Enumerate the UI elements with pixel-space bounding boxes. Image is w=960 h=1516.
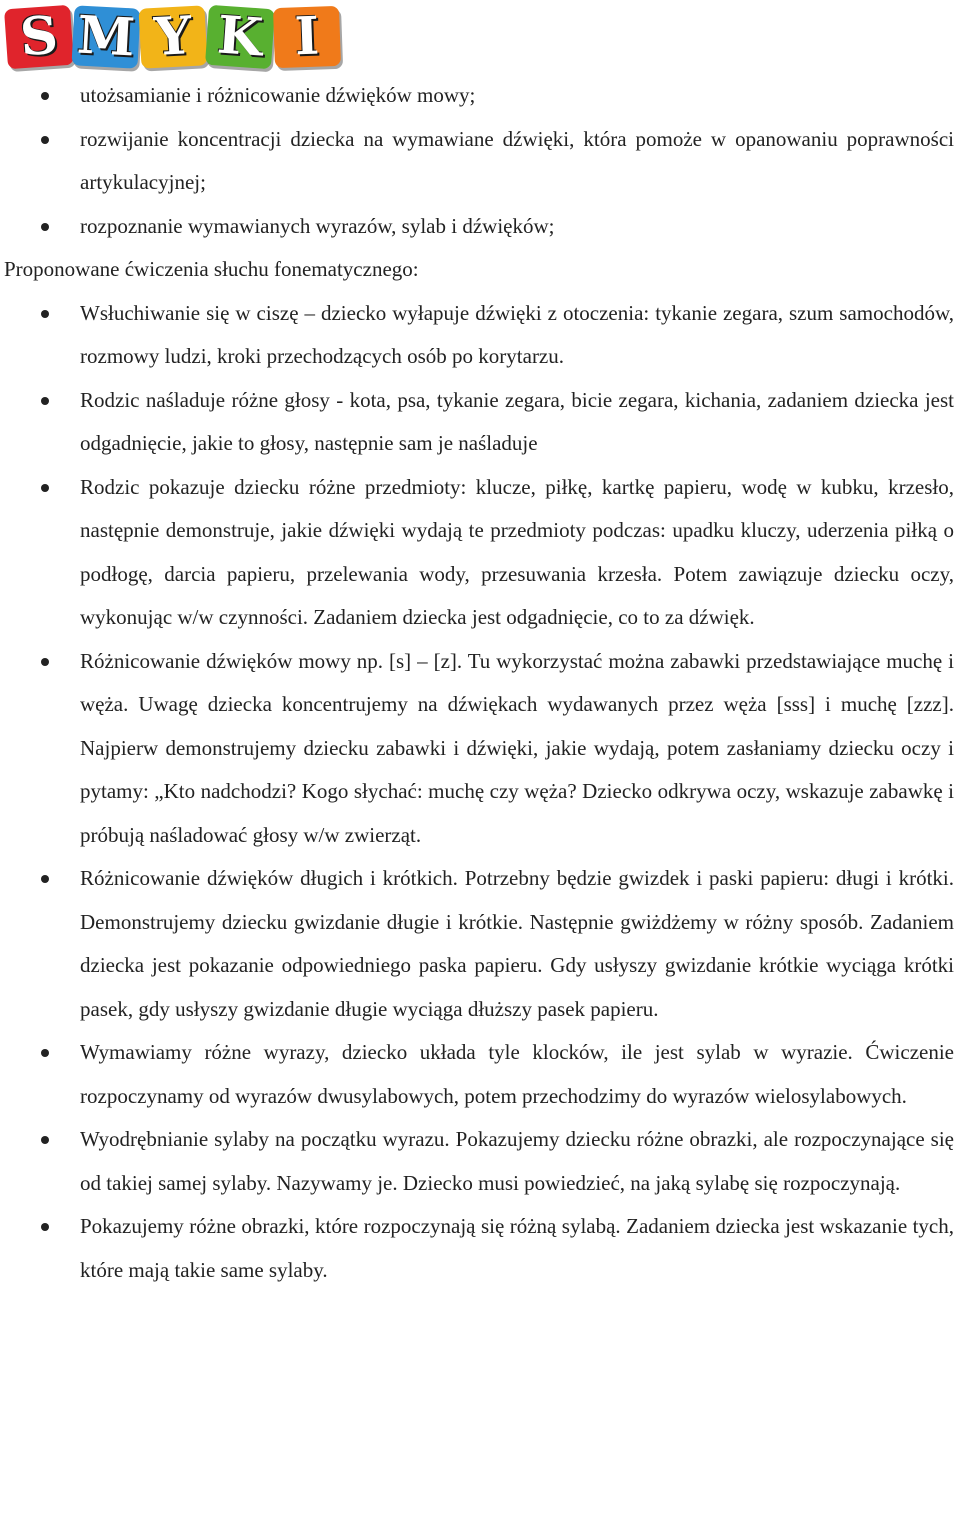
- list-item: [0, 1031, 958, 1118]
- list-item-text: utożsamianie i różnicowanie dźwięków mowy;: [80, 83, 476, 107]
- logo-letter: S: [4, 5, 74, 69]
- list-item: [0, 640, 958, 858]
- list-item: [0, 1118, 958, 1205]
- bullet-icon: [41, 658, 49, 666]
- bullet-icon: [41, 223, 49, 231]
- list-item-text: Pokazujemy różne obrazki, które rozpoczynają się różną sylabą. Zadaniem dziecka jest wskazanie tych, które mają takie same sylaby.: [80, 1214, 954, 1282]
- section-heading: Proponowane ćwiczenia słuchu fonematycznego:: [4, 257, 419, 281]
- exercises-list: [0, 292, 958, 1293]
- list-item: [0, 857, 958, 1031]
- bullet-icon: [41, 136, 49, 144]
- list-item-text: Rodzic pokazuje dziecku różne przedmioty: klucze, piłkę, kartkę papieru, wodę w kubku, krzesło, następnie demonstruje, jakie dźwięki wydają te przedmioty podczas: upadku kluczy, uderzenia piłką o podłogę, darcia papieru, przelewania wody, przesuwania krzesła. Potem zawiązuje dziecku oczy, wykonując w/w czynności. Zadaniem dziecka jest odgadnięcie, co to za dźwięk.: [80, 474, 954, 629]
- list-item: [0, 1205, 958, 1292]
- list-item-text: Wyodrębnianie sylaby na początku wyrazu. Pokazujemy dziecku różne obrazki, ale rozpoczynające się od takiej samej sylaby. Nazywamy je. Dziecko musi powiedzieć, na jaką sylabę się rozpoczynają.: [80, 1127, 954, 1195]
- list-item: [0, 379, 958, 466]
- list-item-text: Różnicowanie dźwięków długich i krótkich. Potrzebny będzie gwizdek i paski papieru: długi i krótki. Demonstrujemy dziecku gwizdanie długie i krótkie. Następnie gwiżdżemy w różny sposób. Zadaniem dziecka jest pokazanie odpowiedniego paska papieru. Gdy usłyszy gwizdanie krótkie wyciąga krótki pasek, gdy usłyszy gwizdanie długie wyciąga dłuższy pasek papieru.: [80, 866, 954, 1021]
- list-item-text: Wsłuchiwanie się w ciszę – dziecko wyłapuje dźwięki z otoczenia: tykanie zegara, szum samochodów, rozmowy ludzi, kroki przechodzących osób po korytarzu.: [80, 300, 954, 368]
- list-item-text: Różnicowanie dźwięków mowy np. [s] – [z]. Tu wykorzystać można zabawki przedstawiające muchę i węża. Uwagę dziecka koncentrujemy na dźwiękach wydawanych przez węża [sss] i muchę [zzz]. Najpierw demonstrujemy dziecku zabawki i dźwięki, jakie wydają, potem zasłaniamy dziecku oczy i pytamy: „Kto nadchodzi? Kogo słychać: muchę czy węża? Dziecko odkrywa oczy, wskazuje zabawkę i próbują naśladować głosy w/w zwierząt.: [80, 648, 954, 847]
- bullet-icon: [41, 92, 49, 100]
- list-item: [0, 205, 958, 249]
- bullet-icon: [41, 397, 49, 405]
- list-item-text: Rodzic naśladuje różne głosy - kota, psa, tykanie zegara, bicie zegara, kichania, zadaniem dziecka jest odgadnięcie, jakie to głosy, następnie sam je naśladuje: [80, 387, 954, 455]
- list-item-text: Wymawiamy różne wyrazy, dziecko układa tyle klocków, ile jest sylab w wyrazie. Ćwiczenie rozpoczynamy od wyrazów dwusylabowych, potem przechodzimy do wyrazów wielosylabowych.: [80, 1040, 954, 1108]
- logo-letter: K: [205, 5, 275, 69]
- logo-letter: I: [273, 6, 341, 68]
- bullet-icon: [41, 1136, 49, 1144]
- list-item-text: rozpoznanie wymawianych wyrazów, sylab i dźwięków;: [80, 213, 555, 238]
- list-item: [0, 466, 958, 640]
- list-item: [0, 74, 958, 118]
- bullet-icon: [41, 1049, 49, 1057]
- document-body: [0, 72, 958, 1292]
- logo-letter: Y: [138, 5, 207, 68]
- logo-letter: M: [71, 5, 140, 68]
- bullet-icon: [41, 484, 49, 492]
- bullet-icon: [41, 1223, 49, 1231]
- bullet-icon: [41, 875, 49, 883]
- bullet-icon: [41, 310, 49, 318]
- goals-list: [0, 74, 958, 248]
- list-item-text: rozwijanie koncentracji dziecka na wymawiane dźwięki, która pomoże w opanowaniu poprawności artykulacyjnej;: [80, 126, 954, 194]
- logo: [6, 2, 341, 72]
- list-item: [0, 118, 958, 205]
- list-item: [0, 292, 958, 379]
